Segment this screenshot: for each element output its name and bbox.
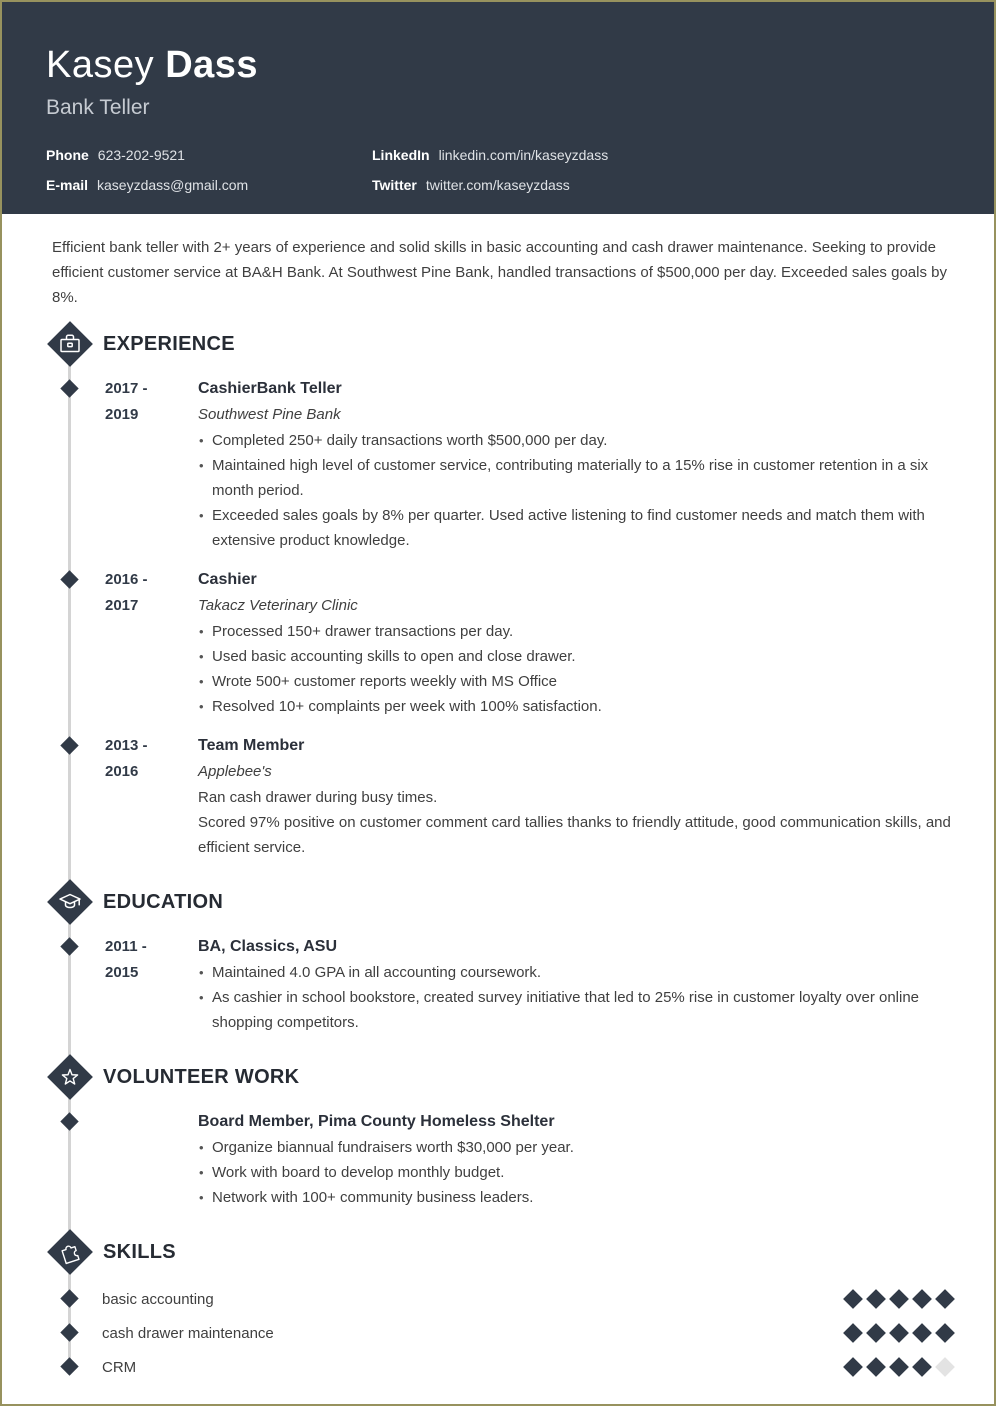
timeline-diamond-icon [60,1112,78,1130]
skill-rating [846,1292,954,1306]
rating-diamond-filled-icon [912,1289,932,1309]
timeline-diamond-icon [60,570,78,588]
rating-diamond-filled-icon [866,1357,886,1377]
rating-diamond-filled-icon [889,1289,909,1309]
summary-text: Efficient bank teller with 2+ years of experience and solid skills in basic accounting and cash drawer maintenance. Seeking to provide efficient customer service at BA&H Bank. At Southwest Pine Bank, handled transactions of $500,000 per day. Exceeded sales goals by 8%. [52,239,947,306]
skill-row-cash-drawer [102,1316,954,1350]
rating-diamond-filled-icon [843,1323,863,1343]
skills-heading: SKILLS [103,1240,176,1263]
entry-title: CashierBank Teller [198,380,342,397]
timeline-diamond-icon [60,1289,78,1307]
entry-dates: 2013 - 2016 [105,737,148,780]
contact-phone [46,147,372,163]
bullet-item: • Work with board to develop monthly budget. [198,1160,954,1185]
rating-diamond-filled-icon [912,1323,932,1343]
contact-twitter [372,177,944,193]
volunteer-entry-1 [105,1109,954,1210]
job-title: Bank Teller [46,96,150,119]
skill-rating [846,1326,954,1340]
bullet-item: • Processed 150+ drawer transactions per day. [198,619,954,644]
skills-section-head [46,1224,994,1280]
skill-row-crm [102,1350,954,1384]
rating-diamond-filled-icon [889,1323,909,1343]
experience-entry-3 [105,733,954,860]
bullet-item: • Used basic accounting skills to open and close drawer. [198,644,954,669]
rating-diamond-filled-icon [889,1357,909,1377]
entry-company: Takacz Veterinary Clinic [198,597,358,614]
entry-title: Board Member, Pima County Homeless Shelter [198,1113,555,1130]
rating-diamond-filled-icon [866,1323,886,1343]
experience-entry-1 [105,376,954,553]
entry-dates: 2016 - 2017 [105,571,148,614]
rating-diamond-filled-icon [843,1357,863,1377]
rating-diamond-filled-icon [935,1323,955,1343]
entry-bullets [198,960,954,1035]
bullet-item: • Exceeded sales goals by 8% per quarter. Used active listening to find customer needs and match them with extensive product knowledge. [198,503,954,553]
entry-company: Southwest Pine Bank [198,406,341,423]
rating-diamond-filled-icon [912,1357,932,1377]
rating-diamond-empty-icon [935,1357,955,1377]
rating-diamond-filled-icon [843,1289,863,1309]
rating-diamond-filled-icon [935,1289,955,1309]
entry-title: Team Member [198,737,305,754]
bullet-item: • Maintained 4.0 GPA in all accounting coursework. [198,960,954,985]
email-label: E-mail [46,177,89,193]
timeline-diamond-icon [60,379,78,397]
graduation-cap-icon [46,878,94,926]
phone-value: 623-202-9521 [97,147,185,163]
timeline-diamond-icon [60,736,78,754]
experience-section-head [46,316,994,372]
contact-linkedin [372,147,944,163]
section-volunteer [2,1049,994,1210]
entry-dates [105,1109,198,1210]
education-section-head [46,874,994,930]
timeline-diamond-icon [60,1323,78,1341]
resume-header [2,2,994,214]
rating-diamond-filled-icon [866,1289,886,1309]
briefcase-icon [46,320,94,368]
section-skills [2,1224,994,1384]
entry-paragraphs [198,785,954,860]
volunteer-section-head [46,1049,994,1105]
education-entry-1 [105,934,954,1035]
experience-heading: EXPERIENCE [103,332,235,355]
skill-rating [846,1360,954,1374]
skill-label: basic accounting [102,1290,214,1308]
bullet-item: • Resolved 10+ complaints per week with 100% satisfaction. [198,694,954,719]
timeline-diamond-icon [60,937,78,955]
skill-label: CRM [102,1358,137,1376]
entry-company: Applebee's [198,763,272,780]
volunteer-heading: VOLUNTEER WORK [103,1065,300,1088]
twitter-value: twitter.com/kaseyzdass [425,177,570,193]
bullet-item: • Maintained high level of customer service, contributing materially to a 15% rise in customer retention in a six month period. [198,453,954,503]
entry-bullets [198,1135,954,1210]
first-name: Kasey [46,44,155,86]
phone-label: Phone [46,147,89,163]
experience-entry-2 [105,567,954,719]
paragraph: Scored 97% positive on customer comment card tallies thanks to friendly attitude, good communication skills, and efficient service. [198,814,951,856]
section-education [2,874,994,1035]
contact-grid [46,147,944,193]
linkedin-value: linkedin.com/in/kaseyzdass [438,147,609,163]
skill-row-basic-accounting [102,1282,954,1316]
star-icon [46,1053,94,1101]
bullet-item: • Completed 250+ daily transactions worth $500,000 per day. [198,428,954,453]
last-name: Dass [165,44,259,86]
section-experience [2,316,994,860]
bullet-item: • Wrote 500+ customer reports weekly with MS Office [198,669,954,694]
contact-email [46,177,372,193]
skill-label: cash drawer maintenance [102,1324,274,1342]
education-heading: EDUCATION [103,890,224,913]
timeline-diamond-icon [60,1357,78,1375]
bullet-item: • Organize biannual fundraisers worth $30,000 per year. [198,1135,954,1160]
puzzle-piece-icon [46,1228,94,1276]
entry-bullets [198,619,954,719]
entry-title: Cashier [198,571,257,588]
entry-dates: 2017 - 2019 [105,380,148,423]
bullet-item: • Network with 100+ community business leaders. [198,1185,954,1210]
entry-bullets [198,428,954,553]
linkedin-label: LinkedIn [372,147,430,163]
bullet-item: • As cashier in school bookstore, created survey initiative that led to 25% rise in customer loyalty over online shopping competitors. [198,985,954,1035]
entry-dates: 2011 - 2015 [105,938,147,981]
paragraph: Ran cash drawer during busy times. [198,789,438,806]
entry-title: BA, Classics, ASU [198,938,338,955]
page-title [46,44,944,87]
twitter-label: Twitter [372,177,417,193]
email-value: kaseyzdass@gmail.com [97,177,249,193]
